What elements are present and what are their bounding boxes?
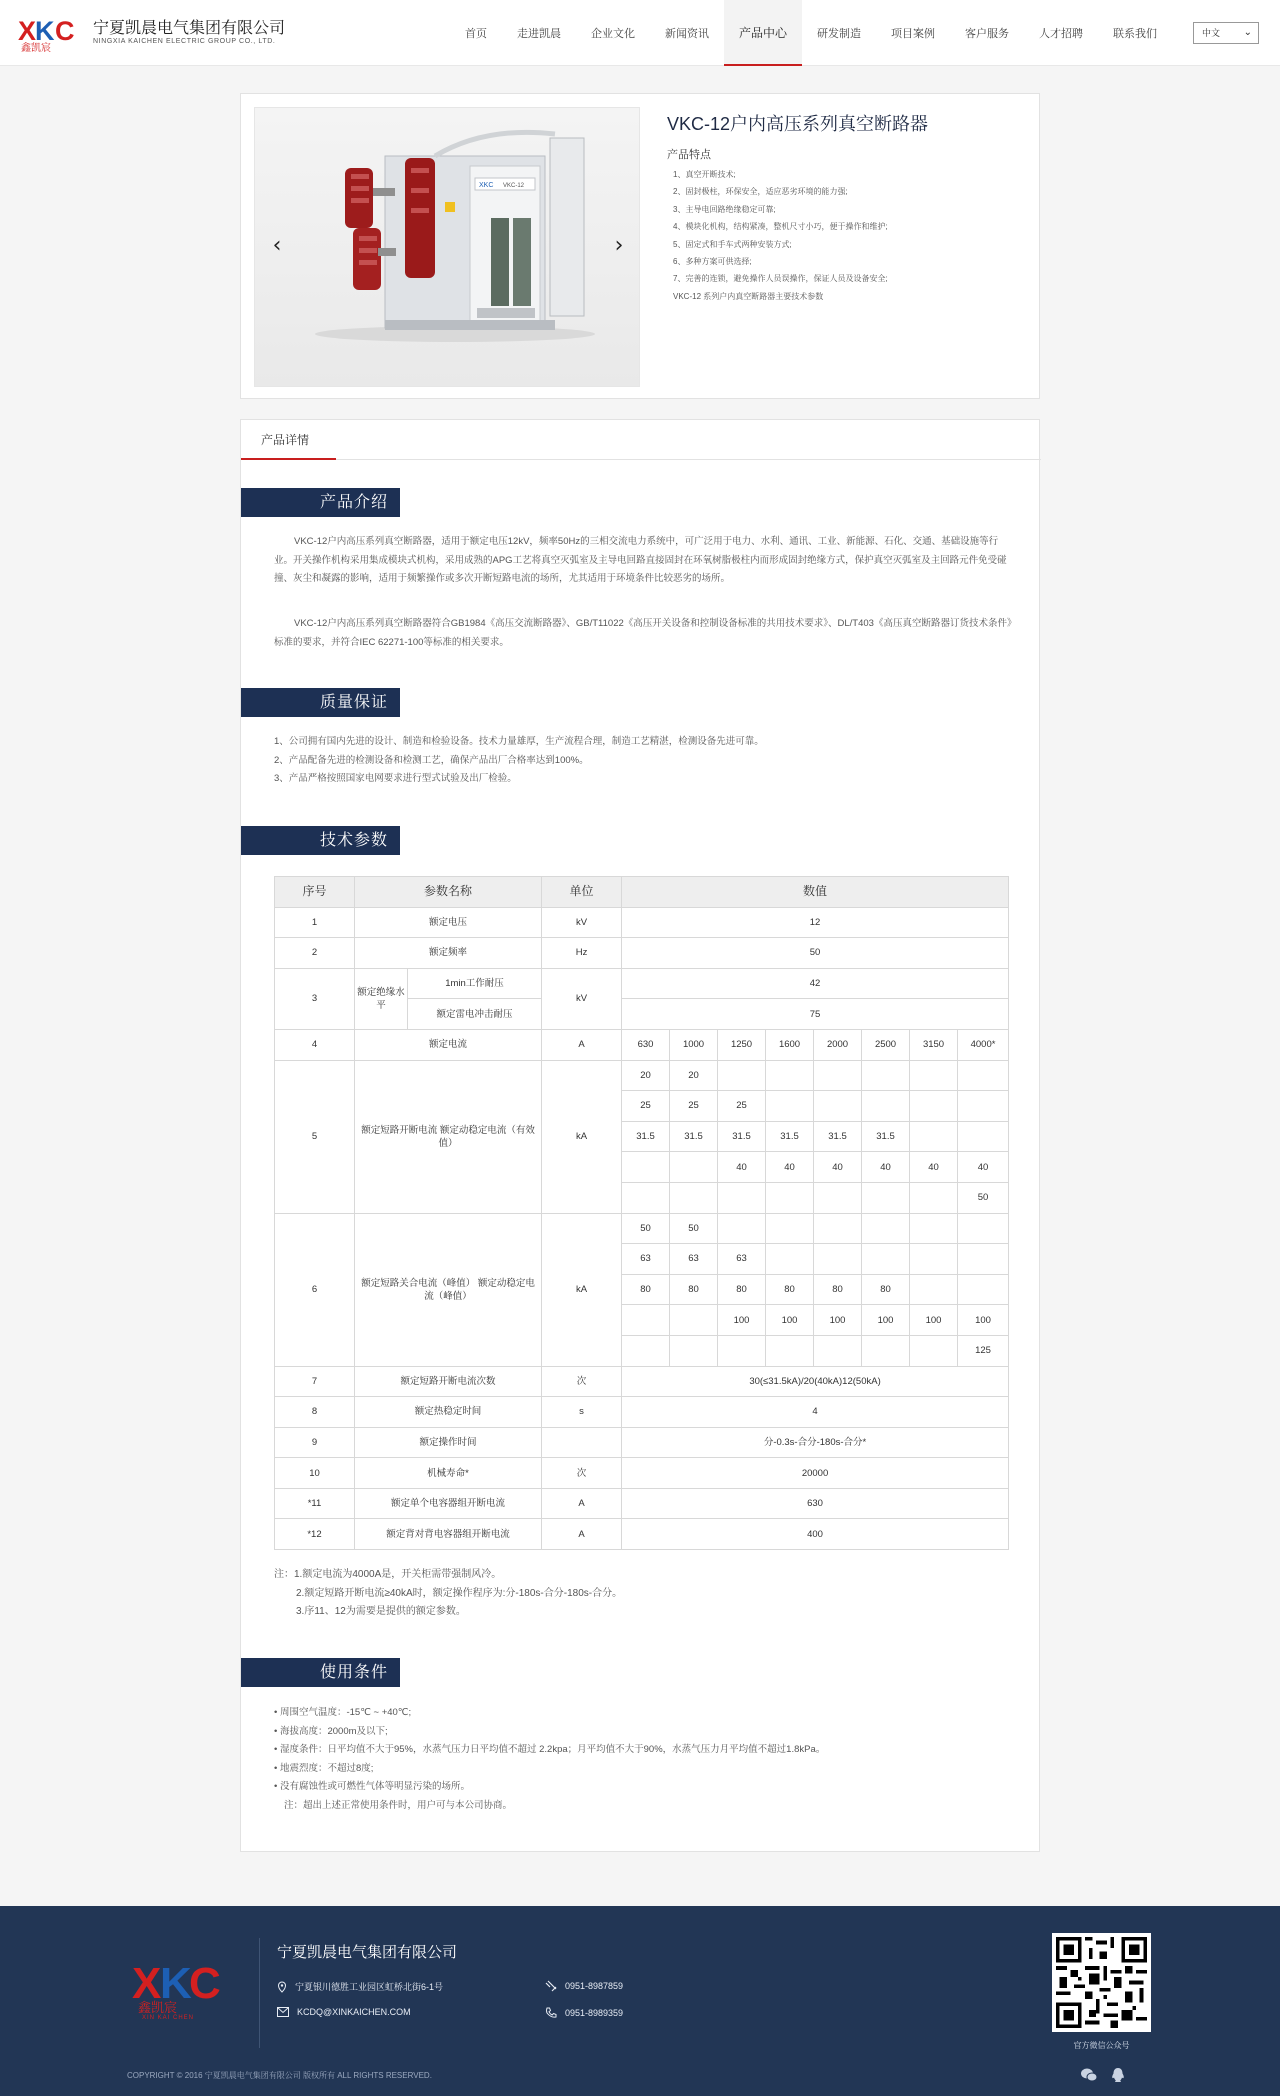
cell-value: 31.5 [814, 1121, 862, 1152]
cell-value: 100 [862, 1305, 910, 1336]
detail-tab-bar [241, 420, 1041, 460]
feature-item: 6、多种方案可供选择; [673, 257, 752, 267]
table-row [275, 1060, 1009, 1091]
gallery-prev-arrow-icon[interactable]: ‹ [272, 233, 282, 258]
cell-value: 2500 [862, 1029, 910, 1060]
cell-value: 1000 [670, 1029, 718, 1060]
th-unit: 单位 [542, 877, 622, 908]
cell-value: 40 [766, 1152, 814, 1183]
cell-no: 10 [275, 1458, 355, 1489]
cell-value [814, 1182, 862, 1213]
cell-value: 25 [718, 1091, 766, 1122]
cell-value [958, 1121, 1009, 1152]
cell-value [766, 1213, 814, 1244]
svg-text:C: C [189, 1959, 221, 2008]
product-image-label: VKC-12 [503, 183, 525, 189]
cell-value: 1250 [718, 1029, 766, 1060]
feature-item: VKC-12 系列户内真空断路器主要技术参数 [673, 291, 824, 301]
cell-value: 30(≤31.5kA)/20(40kA)12(50kA) [622, 1366, 1009, 1397]
cell-unit: kV [542, 907, 622, 938]
svg-text:X: X [18, 16, 37, 46]
cell-param: 额定操作时间 [355, 1427, 542, 1458]
cell-unit: Hz [542, 938, 622, 969]
quality-item: 2、产品配备先进的检测设备和检测工艺，确保产品出厂合格率达到100%。 [274, 754, 589, 766]
cell-unit: kA [542, 1060, 622, 1213]
cell-unit: kV [542, 968, 622, 1029]
language-value: 中文 [1202, 28, 1221, 38]
cell-value [910, 1060, 958, 1091]
qr-code-icon [1056, 1937, 1147, 2028]
cell-value [766, 1060, 814, 1091]
cell-value [766, 1091, 814, 1122]
phone-icon [545, 2007, 557, 2019]
table-row [275, 1458, 1009, 1489]
cell-no: 5 [275, 1060, 355, 1213]
cell-param: 额定单个电容器组开断电流 [355, 1488, 542, 1519]
cell-param: 机械寿命* [355, 1458, 542, 1489]
cell-value: 125 [958, 1335, 1009, 1366]
cell-value: 630 [622, 1488, 1009, 1519]
cell-value: 80 [766, 1274, 814, 1305]
cell-value: 100 [766, 1305, 814, 1336]
qr-caption: 官方微信公众号 [1073, 2041, 1130, 2050]
condition-note: 注：超出上述正常使用条件时，用户可与本公司协商。 [284, 1799, 513, 1811]
condition-item: • 湿度条件：日平均值不大于95%，水蒸气压力日平均值不超过 2.2kpa；月平均值不大于90%，水蒸气压力月平均值不超过1.8kPa。 [274, 1744, 826, 1755]
cell-value: 80 [622, 1274, 670, 1305]
cell-value: 31.5 [718, 1121, 766, 1152]
cell-unit: A [542, 1519, 622, 1550]
cell-unit: A [542, 1488, 622, 1519]
section-conditions-title: 使用条件 [241, 1658, 400, 1687]
section-tech-title: 技术参数 [241, 826, 400, 855]
footer-fax [545, 1980, 623, 1992]
cell-value: 31.5 [862, 1121, 910, 1152]
cell-value: 75 [622, 999, 1009, 1030]
cell-param: 额定短路开断电流 额定动稳定电流（有效值） [355, 1060, 542, 1213]
nav-home[interactable]: 首页 [465, 28, 487, 40]
cell-value: 40 [718, 1152, 766, 1183]
table-header-row [275, 877, 1009, 908]
site-header [0, 0, 1280, 66]
cell-value: 40 [910, 1152, 958, 1183]
note-item: 2.额定短路开断电流≥40kA时，额定操作程序为:分-180s-合分-180s-合分。 [296, 1587, 623, 1599]
header-company-name: 宁夏凯晨电气集团有限公司 [93, 20, 286, 37]
table-row [275, 1213, 1009, 1244]
feature-item: 4、模块化机构，结构紧凑，整机尺寸小巧，便于操作和维护; [673, 222, 888, 232]
cell-value: 100 [814, 1305, 862, 1336]
cell-value: 12 [622, 907, 1009, 938]
cell-no: 1 [275, 907, 355, 938]
product-gallery [254, 107, 640, 387]
svg-text:K: K [160, 1959, 192, 2008]
cell-value [766, 1244, 814, 1275]
features-title: 产品特点 [667, 149, 711, 161]
feature-item: 1、真空开断技术; [673, 170, 736, 179]
cell-value: 50 [670, 1213, 718, 1244]
wechat-qr-code [1052, 1933, 1151, 2032]
wechat-icon[interactable] [1080, 2067, 1098, 2083]
intro-paragraph-1: VKC-12户内高压系列真空断路器，适用于额定电压12kV，频率50Hz的三相交流电力系统中，可广泛用于电力、水利、通讯、工业、新能源、石化、交通、基础设施等行业。开关操作机构采用集成模块式机构，采用成熟的APG工艺将真空灭弧室及主导电回路直接固封在环氧树脂极柱内而形成固封绝缘方式，保护真空灭弧室及主回路元件免受碰撞、灰尘和凝露的影响，适用于频繁操作或多次开断短路电流的场所，尤其适用于环境条件比较恶劣的场所。 [274, 536, 1007, 584]
cell-value [910, 1335, 958, 1366]
gallery-next-arrow-icon[interactable]: › [614, 233, 624, 258]
footer-email-text[interactable]: KCDQ@XINKAICHEN.COM [297, 2007, 411, 2017]
cell-value [910, 1121, 958, 1152]
quality-list [274, 733, 1014, 789]
tab-product-detail[interactable]: 产品详情 [241, 420, 336, 460]
cell-value [718, 1182, 766, 1213]
nav-about[interactable]: 走进凯晨 [517, 28, 561, 40]
cell-value [814, 1244, 862, 1275]
qq-icon[interactable] [1109, 2067, 1127, 2083]
cell-value [862, 1335, 910, 1366]
cell-no: 4 [275, 1029, 355, 1060]
cell-value [718, 1060, 766, 1091]
intro-paragraph-2: VKC-12户内高压系列真空断路器符合GB1984《高压交流断路器》、GB/T11022《高压开关设备和控制设备标准的共用技术要求》、DL/T403《高压真空断路器订货技术条件》标准的要求，并符合IEC 62271-100等标准的相关要求。 [274, 618, 1012, 648]
cell-value: 25 [670, 1091, 718, 1122]
cell-value: 50 [958, 1182, 1009, 1213]
cell-value: 4 [622, 1397, 1009, 1428]
feature-item: 3、主导电回路绝缘稳定可靠; [673, 204, 776, 214]
product-summary-card [240, 93, 1040, 399]
cell-value: 630 [622, 1029, 670, 1060]
cell-no: 8 [275, 1397, 355, 1428]
cell-value [718, 1213, 766, 1244]
cell-value [958, 1060, 1009, 1091]
copyright-text: COPYRIGHT © 2016 宁夏凯晨电气集团有限公司 版权所有 ALL RIGHTS RESERVED. [127, 2071, 432, 2080]
th-value: 数值 [622, 877, 1009, 908]
cell-value [718, 1335, 766, 1366]
nav-service[interactable]: 客户服务 [965, 28, 1010, 40]
nav-projects[interactable]: 项目案例 [891, 28, 936, 40]
section-intro-title: 产品介绍 [241, 488, 400, 517]
cell-value [670, 1152, 718, 1183]
cell-param: 额定短路开断电流次数 [355, 1366, 542, 1397]
cell-value: 2000 [814, 1029, 862, 1060]
cell-value: 50 [622, 938, 1009, 969]
nav-culture[interactable]: 企业文化 [591, 28, 635, 40]
table-row [275, 1366, 1009, 1397]
product-title: VKC-12户内高压系列真空断路器 [667, 114, 929, 134]
cell-value [910, 1091, 958, 1122]
table-row [275, 1519, 1009, 1550]
footer-address-text: 宁夏银川德胜工业园区虹桥北街6-1号 [295, 1982, 444, 1992]
feature-item: 7、完善的连锁，避免操作人员误操作，保证人员及设备安全; [673, 274, 888, 284]
footer-email[interactable] [277, 2007, 411, 2017]
footer-company-name: 宁夏凯晨电气集团有限公司 [277, 1944, 458, 1961]
cell-value [814, 1213, 862, 1244]
cell-value [862, 1060, 910, 1091]
cell-param: 1min工作耐压 [408, 968, 542, 999]
nav-products[interactable]: 产品中心 [724, 0, 802, 66]
cell-value [910, 1274, 958, 1305]
conditions-list [274, 1704, 1014, 1815]
mail-icon [277, 2007, 289, 2017]
cell-value: 3150 [910, 1029, 958, 1060]
cell-value [862, 1244, 910, 1275]
note-item: 3.序11、12为需要是提供的额定参数。 [296, 1606, 466, 1617]
cell-value: 100 [910, 1305, 958, 1336]
cell-no: 3 [275, 968, 355, 1029]
table-row [275, 1427, 1009, 1458]
tech-spec-table [274, 876, 1009, 1550]
nav-careers[interactable]: 人才招聘 [1039, 28, 1084, 40]
cell-value: 63 [670, 1244, 718, 1275]
cell-value: 80 [862, 1274, 910, 1305]
svg-text:鑫凯宸: 鑫凯宸 [138, 2001, 178, 2016]
section-quality-title: 质量保证 [241, 688, 400, 717]
cell-value: 1600 [766, 1029, 814, 1060]
cell-value: 40 [958, 1152, 1009, 1183]
cell-value [814, 1060, 862, 1091]
cell-param: 额定短路关合电流（峰值） 额定动稳定电流（峰值） [355, 1213, 542, 1366]
cell-value: 31.5 [766, 1121, 814, 1152]
nav-news[interactable]: 新闻资讯 [665, 28, 709, 40]
svg-text:XIN KAI CHEN: XIN KAI CHEN [142, 2015, 195, 2020]
cell-value [766, 1182, 814, 1213]
condition-item: • 周围空气温度：-15℃ ~ +40℃; [274, 1707, 412, 1718]
product-detail-card [240, 419, 1040, 1852]
fax-icon [545, 1980, 557, 1992]
cell-no: 2 [275, 938, 355, 969]
cell-value: 63 [718, 1244, 766, 1275]
footer-phone1-text: 0951-8987859 [565, 1981, 624, 1991]
company-logo[interactable] [18, 14, 80, 52]
nav-contact[interactable]: 联系我们 [1113, 28, 1158, 40]
cell-value: 80 [670, 1274, 718, 1305]
cell-value: 80 [814, 1274, 862, 1305]
cell-no: 9 [275, 1427, 355, 1458]
header-company-en: NINGXIA KAICHEN ELECTRIC GROUP CO., LTD. [93, 38, 276, 45]
cell-param: 额定热稳定时间 [355, 1397, 542, 1428]
footer-phone2-text: 0951-8989359 [565, 2008, 624, 2018]
cell-value: 50 [622, 1213, 670, 1244]
cell-value: 分-0.3s-合分-180s-合分* [622, 1427, 1009, 1458]
condition-item: • 海拔高度：2000m及以下; [274, 1725, 388, 1737]
cell-value [958, 1244, 1009, 1275]
nav-rnd[interactable]: 研发制造 [817, 28, 862, 40]
cell-unit: kA [542, 1213, 622, 1366]
cell-value [958, 1091, 1009, 1122]
condition-item: • 地震烈度：不超过8度; [274, 1762, 374, 1774]
quality-item: 1、公司拥有国内先进的设计、制造和检验设备。技术力量雄厚，生产流程合理，制造工艺精湛，检测设备先进可靠。 [274, 736, 764, 747]
cell-value: 20 [670, 1060, 718, 1091]
table-row [275, 1029, 1009, 1060]
cell-value [622, 1305, 670, 1336]
cell-value: 31.5 [670, 1121, 718, 1152]
cell-value: 25 [622, 1091, 670, 1122]
cell-value [910, 1213, 958, 1244]
chevron-down-icon: ⌄ [1243, 27, 1252, 38]
table-row [275, 907, 1009, 938]
cell-value: 20 [622, 1060, 670, 1091]
cell-param: 额定频率 [355, 938, 542, 969]
svg-text:XKC: XKC [479, 182, 494, 189]
product-image [255, 108, 641, 388]
cell-value [862, 1091, 910, 1122]
cell-param-group: 额定绝缘水平 [355, 968, 408, 1029]
cell-param: 额定雷电冲击耐压 [408, 999, 542, 1030]
cell-value [862, 1182, 910, 1213]
footer-divider [259, 1938, 260, 2048]
cell-value [814, 1335, 862, 1366]
cell-value: 100 [958, 1305, 1009, 1336]
cell-value [670, 1182, 718, 1213]
quality-item: 3、产品严格按照国家电网要求进行型式试验及出厂检验。 [274, 773, 517, 784]
cell-unit: s [542, 1397, 622, 1428]
cell-no: *12 [275, 1519, 355, 1550]
table-notes [274, 1566, 1014, 1622]
cell-unit: A [542, 1029, 622, 1060]
table-row [275, 968, 1009, 999]
cell-no: *11 [275, 1488, 355, 1519]
cell-value [622, 1335, 670, 1366]
cell-value [910, 1244, 958, 1275]
cell-no: 6 [275, 1213, 355, 1366]
footer-address [277, 1980, 443, 1993]
cell-value [958, 1274, 1009, 1305]
cell-no: 7 [275, 1366, 355, 1397]
cell-value: 400 [622, 1519, 1009, 1550]
svg-text:K: K [35, 16, 55, 46]
th-param: 参数名称 [355, 877, 542, 908]
table-row [275, 1397, 1009, 1428]
features-list [673, 166, 888, 305]
cell-param: 额定电压 [355, 907, 542, 938]
cell-value [862, 1213, 910, 1244]
cell-unit: 次 [542, 1458, 622, 1489]
table-row [275, 938, 1009, 969]
cell-value [814, 1091, 862, 1122]
footer-phone [545, 2007, 623, 2019]
cell-value [670, 1305, 718, 1336]
table-row [275, 1488, 1009, 1519]
condition-item: • 没有腐蚀性或可燃性气体等明显污染的场所。 [274, 1781, 470, 1792]
cell-value [766, 1335, 814, 1366]
cell-value: 4000* [958, 1029, 1009, 1060]
cell-value [958, 1213, 1009, 1244]
feature-item: 5、固定式和手车式两种安装方式; [673, 239, 792, 249]
cell-param: 额定背对背电容器组开断电流 [355, 1519, 542, 1550]
main-nav [450, 0, 1172, 66]
cell-value [622, 1152, 670, 1183]
cell-value: 42 [622, 968, 1009, 999]
site-footer [0, 1906, 1280, 2096]
cell-value: 80 [718, 1274, 766, 1305]
cell-value: 20000 [622, 1458, 1009, 1489]
svg-text:鑫凯宸: 鑫凯宸 [21, 43, 51, 52]
svg-text:X: X [132, 1959, 162, 2008]
cell-value: 31.5 [622, 1121, 670, 1152]
feature-item: 2、固封极柱，环保安全，适应恶劣环境的能力强; [673, 187, 848, 197]
location-pin-icon [277, 1981, 287, 1993]
language-select[interactable] [1193, 22, 1259, 44]
th-no: 序号 [275, 877, 355, 908]
cell-value [622, 1182, 670, 1213]
footer-logo[interactable] [132, 1956, 224, 2020]
cell-value: 100 [718, 1305, 766, 1336]
cell-value: 40 [862, 1152, 910, 1183]
cell-value: 63 [622, 1244, 670, 1275]
cell-value [670, 1335, 718, 1366]
cell-unit: 次 [542, 1366, 622, 1397]
note-item: 注：1.额定电流为4000A是，开关柜需带强制风冷。 [274, 1569, 502, 1580]
cell-value [910, 1182, 958, 1213]
cell-value: 40 [814, 1152, 862, 1183]
svg-text:C: C [55, 16, 75, 46]
cell-param: 额定电流 [355, 1029, 542, 1060]
cell-unit [542, 1427, 622, 1458]
